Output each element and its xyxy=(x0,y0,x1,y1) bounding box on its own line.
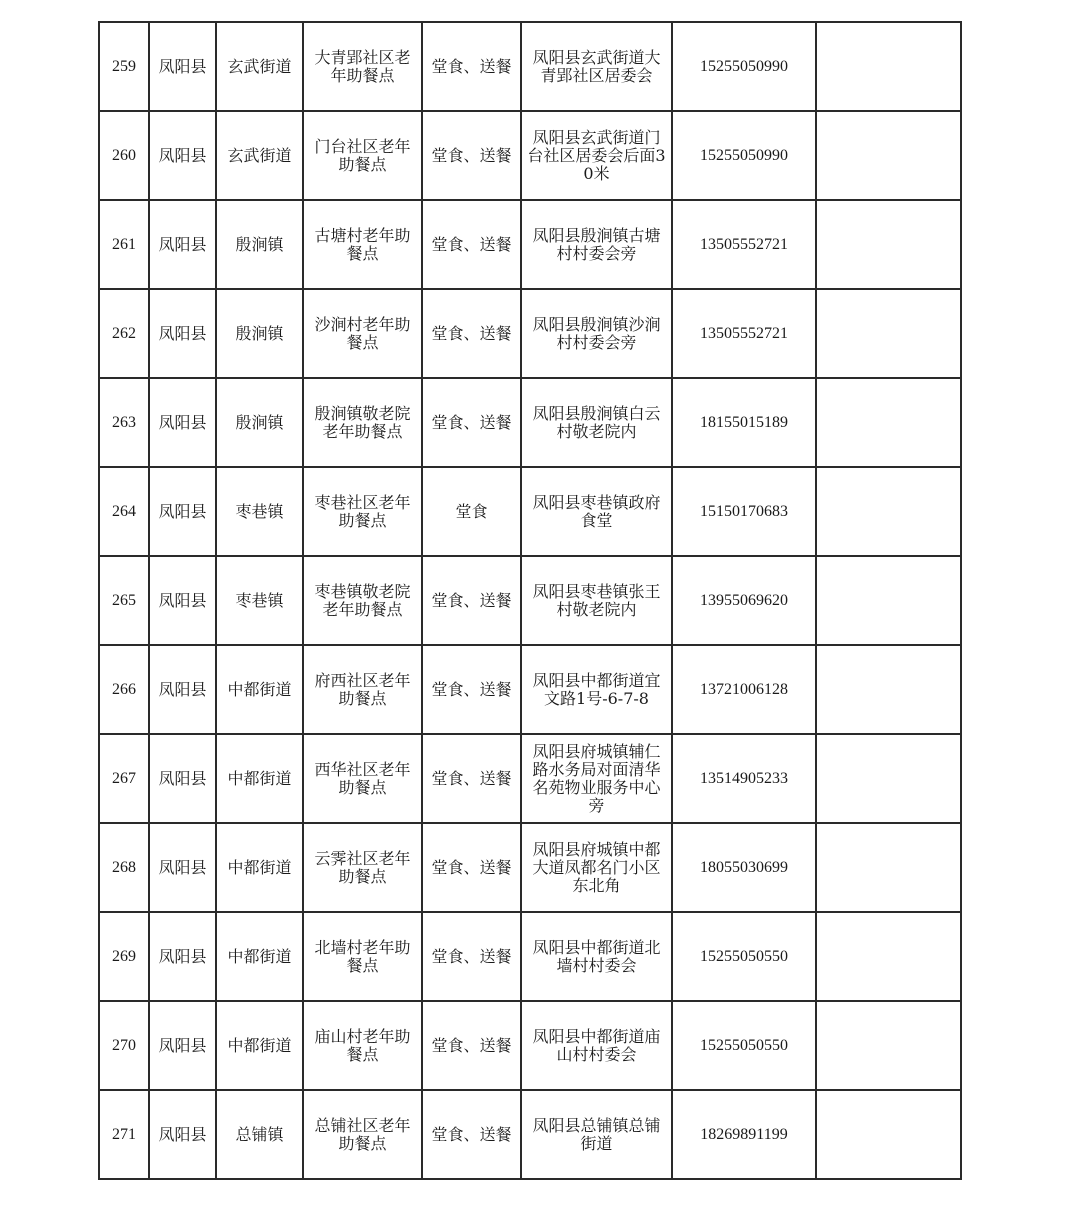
note-cell xyxy=(816,823,961,912)
address-cell: 凤阳县殷涧镇古塘村村委会旁 xyxy=(521,200,672,289)
county-cell: 凤阳县 xyxy=(149,823,216,912)
site-name-cell: 总铺社区老年助餐点 xyxy=(303,1090,422,1179)
town-cell: 中都街道 xyxy=(216,823,303,912)
note-cell xyxy=(816,1001,961,1090)
town-cell: 枣巷镇 xyxy=(216,556,303,645)
table-body xyxy=(99,22,961,1179)
note-cell xyxy=(816,289,961,378)
county-cell: 凤阳县 xyxy=(149,111,216,200)
county-cell: 凤阳县 xyxy=(149,645,216,734)
note-cell xyxy=(816,22,961,111)
note-cell xyxy=(816,556,961,645)
county-cell: 凤阳县 xyxy=(149,467,216,556)
town-cell: 殷涧镇 xyxy=(216,378,303,467)
address-cell: 凤阳县总铺镇总铺街道 xyxy=(521,1090,672,1179)
note-cell xyxy=(816,645,961,734)
service-type-cell: 堂食、送餐 xyxy=(422,556,521,645)
table-row xyxy=(99,111,961,200)
town-cell: 殷涧镇 xyxy=(216,289,303,378)
row-number-cell: 271 xyxy=(99,1090,149,1179)
note-cell xyxy=(816,912,961,1001)
phone-cell: 13505552721 xyxy=(672,289,816,378)
town-cell: 玄武街道 xyxy=(216,22,303,111)
note-cell xyxy=(816,1090,961,1179)
table-row xyxy=(99,467,961,556)
site-name-cell: 古塘村老年助餐点 xyxy=(303,200,422,289)
county-cell: 凤阳县 xyxy=(149,289,216,378)
address-cell: 凤阳县中都街道宜文路1号-6-7-8 xyxy=(521,645,672,734)
service-type-cell: 堂食、送餐 xyxy=(422,1001,521,1090)
note-cell xyxy=(816,734,961,823)
service-type-cell: 堂食 xyxy=(422,467,521,556)
meal-sites-table xyxy=(98,21,962,1180)
phone-cell: 18155015189 xyxy=(672,378,816,467)
address-cell: 凤阳县中都街道庙山村村委会 xyxy=(521,1001,672,1090)
table-container xyxy=(98,21,960,1180)
table-row xyxy=(99,200,961,289)
table-row xyxy=(99,645,961,734)
row-number-cell: 265 xyxy=(99,556,149,645)
table-row xyxy=(99,22,961,111)
table-row xyxy=(99,912,961,1001)
row-number-cell: 262 xyxy=(99,289,149,378)
town-cell: 中都街道 xyxy=(216,1001,303,1090)
table-row xyxy=(99,1090,961,1179)
site-name-cell: 府西社区老年助餐点 xyxy=(303,645,422,734)
town-cell: 中都街道 xyxy=(216,912,303,1001)
service-type-cell: 堂食、送餐 xyxy=(422,289,521,378)
service-type-cell: 堂食、送餐 xyxy=(422,912,521,1001)
site-name-cell: 西华社区老年助餐点 xyxy=(303,734,422,823)
town-cell: 中都街道 xyxy=(216,645,303,734)
service-type-cell: 堂食、送餐 xyxy=(422,22,521,111)
table-row xyxy=(99,556,961,645)
service-type-cell: 堂食、送餐 xyxy=(422,645,521,734)
table-row xyxy=(99,823,961,912)
site-name-cell: 殷涧镇敬老院老年助餐点 xyxy=(303,378,422,467)
row-number-cell: 269 xyxy=(99,912,149,1001)
address-cell: 凤阳县府城镇辅仁路水务局对面清华名苑物业服务中心旁 xyxy=(521,734,672,823)
phone-cell: 15255050990 xyxy=(672,111,816,200)
note-cell xyxy=(816,111,961,200)
town-cell: 玄武街道 xyxy=(216,111,303,200)
county-cell: 凤阳县 xyxy=(149,734,216,823)
phone-cell: 13514905233 xyxy=(672,734,816,823)
phone-cell: 13721006128 xyxy=(672,645,816,734)
town-cell: 殷涧镇 xyxy=(216,200,303,289)
site-name-cell: 枣巷镇敬老院老年助餐点 xyxy=(303,556,422,645)
table-row xyxy=(99,1001,961,1090)
table-row xyxy=(99,289,961,378)
table-row xyxy=(99,378,961,467)
phone-cell: 15255050550 xyxy=(672,1001,816,1090)
phone-cell: 15255050990 xyxy=(672,22,816,111)
site-name-cell: 大青郢社区老年助餐点 xyxy=(303,22,422,111)
county-cell: 凤阳县 xyxy=(149,22,216,111)
service-type-cell: 堂食、送餐 xyxy=(422,111,521,200)
service-type-cell: 堂食、送餐 xyxy=(422,734,521,823)
note-cell xyxy=(816,378,961,467)
address-cell: 凤阳县枣巷镇政府食堂 xyxy=(521,467,672,556)
phone-cell: 15150170683 xyxy=(672,467,816,556)
row-number-cell: 263 xyxy=(99,378,149,467)
address-cell: 凤阳县玄武街道大青郢社区居委会 xyxy=(521,22,672,111)
service-type-cell: 堂食、送餐 xyxy=(422,200,521,289)
site-name-cell: 云霁社区老年助餐点 xyxy=(303,823,422,912)
service-type-cell: 堂食、送餐 xyxy=(422,378,521,467)
service-type-cell: 堂食、送餐 xyxy=(422,823,521,912)
phone-cell: 15255050550 xyxy=(672,912,816,1001)
phone-cell: 18269891199 xyxy=(672,1090,816,1179)
row-number-cell: 266 xyxy=(99,645,149,734)
site-name-cell: 庙山村老年助餐点 xyxy=(303,1001,422,1090)
site-name-cell: 沙涧村老年助餐点 xyxy=(303,289,422,378)
county-cell: 凤阳县 xyxy=(149,200,216,289)
address-cell: 凤阳县府城镇中都大道凤都名门小区东北角 xyxy=(521,823,672,912)
county-cell: 凤阳县 xyxy=(149,378,216,467)
county-cell: 凤阳县 xyxy=(149,1090,216,1179)
phone-cell: 13955069620 xyxy=(672,556,816,645)
note-cell xyxy=(816,200,961,289)
address-cell: 凤阳县殷涧镇沙涧村村委会旁 xyxy=(521,289,672,378)
town-cell: 枣巷镇 xyxy=(216,467,303,556)
site-name-cell: 北墙村老年助餐点 xyxy=(303,912,422,1001)
row-number-cell: 259 xyxy=(99,22,149,111)
service-type-cell: 堂食、送餐 xyxy=(422,1090,521,1179)
county-cell: 凤阳县 xyxy=(149,912,216,1001)
town-cell: 总铺镇 xyxy=(216,1090,303,1179)
row-number-cell: 267 xyxy=(99,734,149,823)
table-row xyxy=(99,734,961,823)
row-number-cell: 270 xyxy=(99,1001,149,1090)
site-name-cell: 门台社区老年助餐点 xyxy=(303,111,422,200)
row-number-cell: 260 xyxy=(99,111,149,200)
phone-cell: 13505552721 xyxy=(672,200,816,289)
row-number-cell: 268 xyxy=(99,823,149,912)
town-cell: 中都街道 xyxy=(216,734,303,823)
address-cell: 凤阳县殷涧镇白云村敬老院内 xyxy=(521,378,672,467)
county-cell: 凤阳县 xyxy=(149,556,216,645)
address-cell: 凤阳县中都街道北墙村村委会 xyxy=(521,912,672,1001)
address-cell: 凤阳县玄武街道门台社区居委会后面30米 xyxy=(521,111,672,200)
row-number-cell: 261 xyxy=(99,200,149,289)
note-cell xyxy=(816,467,961,556)
phone-cell: 18055030699 xyxy=(672,823,816,912)
row-number-cell: 264 xyxy=(99,467,149,556)
county-cell: 凤阳县 xyxy=(149,1001,216,1090)
address-cell: 凤阳县枣巷镇张王村敬老院内 xyxy=(521,556,672,645)
site-name-cell: 枣巷社区老年助餐点 xyxy=(303,467,422,556)
